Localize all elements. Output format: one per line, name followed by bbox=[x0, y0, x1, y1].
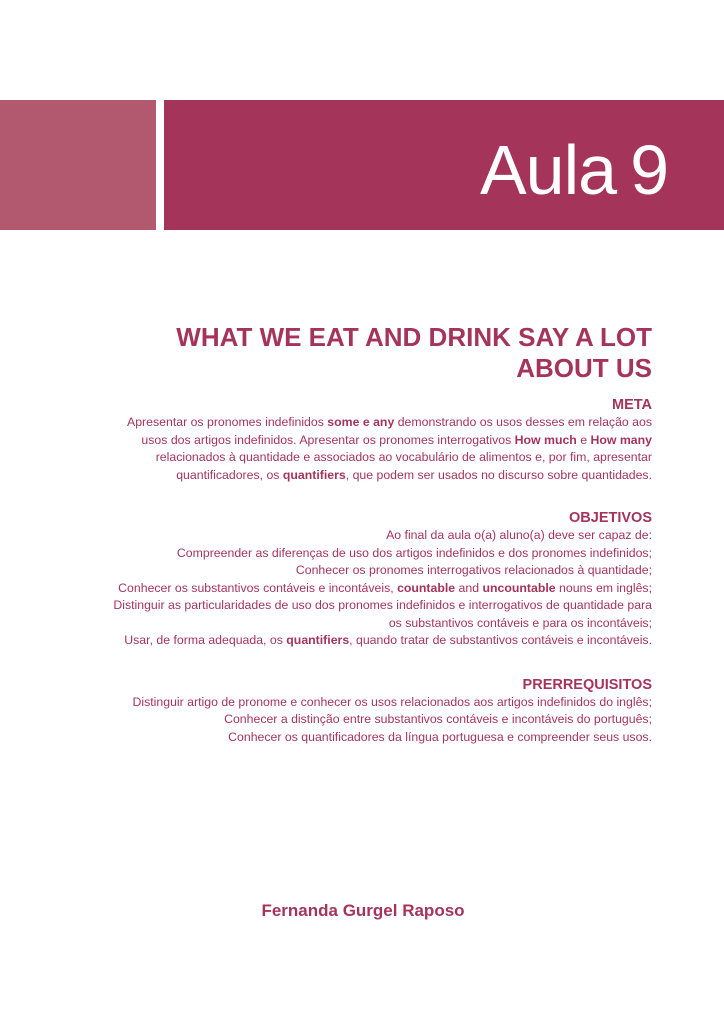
lesson-banner bbox=[164, 100, 724, 230]
objetivo-3-text-2: and bbox=[455, 580, 483, 595]
meta-heading: META bbox=[611, 397, 652, 413]
meta-text-2: demonstrando os usos desses em relação aos usos dos artigos indefinidos. Apresentar os pronomes interrogativos bbox=[141, 415, 652, 447]
meta-bold-1: some e any bbox=[327, 415, 395, 429]
meta-text-5: , que podem ser usados no discurso sobre quantidades. bbox=[345, 467, 652, 482]
objetivo-5-text-1: Usar, de forma adequada, os bbox=[124, 633, 287, 647]
author-name-text: Fernanda Gurgel Raposo bbox=[261, 901, 465, 920]
meta-text-3: e bbox=[576, 432, 591, 447]
chapter-title: WHAT WE EAT AND DRINK SAY A LOT ABOUT US bbox=[176, 322, 652, 383]
objetivo-item-1: Compreender as diferenças de uso dos artigos indefinidos e dos pronomes indefinidos; bbox=[176, 545, 652, 560]
objetivo-3-text-3: nouns em inglês; bbox=[555, 580, 652, 595]
meta-bold-2: How much bbox=[514, 432, 577, 447]
objetivo-item-3 bbox=[110, 580, 652, 598]
section-prerrequisitos bbox=[110, 676, 652, 747]
objetivo-3-text-1: Conhecer os substantivos contáveis e incontáveis, bbox=[118, 580, 398, 595]
objetivo-5-text-2: , quando tratar de substantivos contáveis e incontáveis. bbox=[349, 633, 652, 647]
objetivos-intro: Ao final da aula o(a) aluno(a) deve ser capaz de: bbox=[386, 528, 652, 542]
meta-text-1: Apresentar os pronomes indefinidos bbox=[127, 415, 328, 429]
author-name bbox=[0, 900, 724, 922]
banner-left-block bbox=[0, 100, 156, 230]
lesson-word: Aula bbox=[479, 131, 617, 209]
meta-bold-4: quantifiers bbox=[282, 467, 346, 482]
meta-bold-3: How many bbox=[590, 432, 652, 447]
meta-text bbox=[110, 414, 652, 484]
section-meta bbox=[110, 396, 652, 484]
objetivo-5-bold-1: quantifiers bbox=[286, 633, 350, 647]
lesson-number: 9 bbox=[630, 131, 668, 209]
prerrequisitos-list bbox=[110, 694, 652, 747]
objetivo-3-bold-2: uncountable bbox=[482, 580, 556, 595]
lesson-title bbox=[480, 130, 668, 210]
objetivos-list bbox=[110, 527, 652, 650]
objetivo-item-4: Distinguir as particularidades de uso dos pronomes indefinidos e interrogativos de quantidade para os substantivos contáveis e para os incontáveis; bbox=[113, 598, 652, 630]
meta-text-4: relacionados à quantidade e associados ao vocabulário de alimentos e, por fim, apresentar quantificadores, os bbox=[155, 450, 652, 482]
section-objetivos bbox=[110, 509, 652, 650]
prerrequisito-item-3: Conhecer os quantificadores da língua portuguesa e compreender seus usos. bbox=[228, 729, 652, 744]
objetivo-3-bold-1: countable bbox=[397, 580, 456, 595]
lesson-content bbox=[110, 322, 652, 746]
objetivo-item-2: Conhecer os pronomes interrogativos relacionados à quantidade; bbox=[295, 563, 652, 577]
objetivo-item-5 bbox=[110, 632, 652, 650]
objetivos-heading: OBJETIVOS bbox=[569, 510, 652, 526]
prerrequisito-item-2: Conhecer a distinção entre substantivos contáveis e incontáveis do português; bbox=[224, 712, 652, 726]
prerrequisito-item-1: Distinguir artigo de pronome e conhecer os usos relacionados aos artigos indefinidos do inglês; bbox=[132, 694, 652, 709]
prerrequisitos-heading: PRERREQUISITOS bbox=[522, 676, 652, 693]
